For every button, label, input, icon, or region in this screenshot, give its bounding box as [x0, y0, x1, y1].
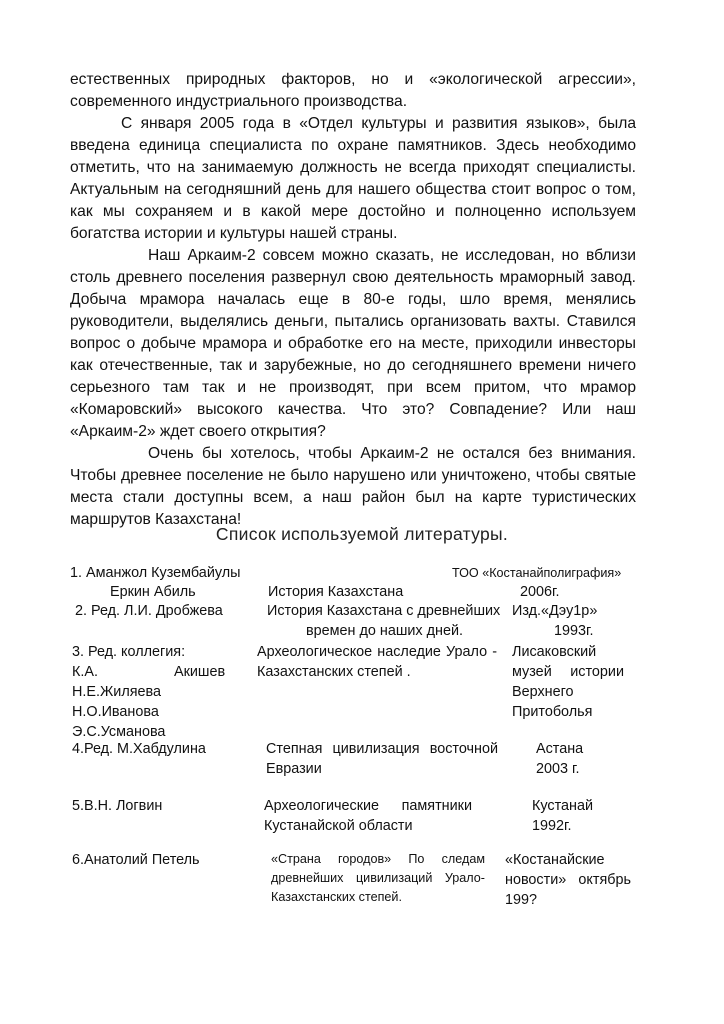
entry-6-title: «Страна городов» По следам древнейших цивилизаций Урало-Казахстанских степей.: [271, 852, 485, 904]
entry-5-author: 5.В.Н. Логвин: [72, 798, 163, 814]
entry-3-author-line4: Н.О.Иванова: [72, 704, 159, 720]
entry-4-publisher: Астана: [536, 741, 584, 757]
entry-6-author: 6.Анатолий Петель: [72, 852, 200, 868]
entry-3-publisher-history: истории: [570, 664, 624, 680]
entry-3-publisher-line2: [512, 662, 624, 682]
entry-3-initials: К.А.: [72, 664, 98, 680]
entry-6-publisher: «Костанайские новости» октябрь 199?: [505, 852, 631, 908]
entry-2-year: 1993г.: [554, 623, 594, 639]
entry-3-author-line3: Н.Е.Жиляева: [72, 684, 161, 700]
entry-1-title: История Казахстана: [268, 584, 404, 600]
body-text: [70, 69, 636, 531]
entry-2-title-line1: История Казахстана с древнейших: [267, 603, 501, 619]
entry-3-author-line5: Э.С.Усманова: [72, 724, 166, 740]
paragraph-3: Наш Аркаим-2 совсем можно сказать, не исследован, но вблизи столь древнего поселения развернул свою деятельность мраморный завод. Добыча мрамора началась еще в 80-е годы, шло время, менялись руководители, выделялись деньги, пытались организовать вахты. Ставился вопрос о добыче мрамора и обработке его на месте, приходили инвесторы как отечественные, так и зарубежные, но до сегодняшнего времени ничего серьезного там так и не производят, при всем притом, что мрамор «Комаровский» высокого качества. Что это? Совпадение? Или наш «Аркаим-2» ждет своего открытия?: [70, 247, 636, 440]
entry-3-author-line2: [72, 662, 248, 682]
entry-1-year: 2006г.: [520, 584, 560, 600]
paragraph-4: Очень бы хотелось, чтобы Аркаим-2 не остался без внимания. Чтобы древнее поселение не было нарушено или уничтожено, чтобы святые места стали доступны всем, а наш район был на карте туристических маршрутов Казахстана!: [70, 445, 636, 528]
entry-1-publisher: ТОО «Костанайполиграфия»: [452, 566, 622, 580]
entry-3-publisher-line1: Лисаковский: [512, 644, 597, 660]
entry-2-title-line2: времен до наших дней.: [306, 623, 464, 639]
entry-3-publisher-museum: музей: [512, 664, 552, 680]
paragraph-1: естественных природных факторов, но и «экологической агрессии», современного индустриального производства.: [70, 71, 636, 110]
entry-3-surname: Акишев: [174, 664, 226, 680]
entry-3-title: Археологическое наследие Урало - Казахстанских степей .: [257, 644, 497, 680]
literature-title: Список используемой литературы.: [215, 524, 509, 544]
entry-3-author-line1: 3. Ред. коллегия:: [72, 644, 186, 660]
entry-3-publisher-line4: Притоболья: [512, 704, 593, 720]
entry-5-year: 1992г.: [532, 818, 572, 834]
entry-4-year: 2003 г.: [536, 761, 580, 777]
entry-4-title: Степная цивилизация восточной Евразии: [266, 741, 498, 777]
entry-1-coauthor: Еркин Абиль: [110, 584, 196, 600]
entry-5-title: Археологические памятники Кустанайской области: [264, 798, 472, 834]
entry-2-publisher: Изд.«Дэу1р»: [512, 603, 598, 619]
entry-2-author: 2. Ред. Л.И. Дробжева: [75, 603, 223, 619]
entry-1-author: 1. Аманжол Кузембайулы: [70, 565, 241, 581]
entry-4-author: 4.Ред. М.Хабдулина: [72, 741, 206, 757]
entry-3-publisher-line3: Верхнего: [512, 684, 574, 700]
paragraph-2: С января 2005 года в «Отдел культуры и развития языков», была введена единица специалиста по охране памятников. Здесь необходимо отметить, что на занимаемую должность не всегда приходят специалисты. Актуальным на сегодняшний день для нашего общества стоит вопрос о том, как мы сохраняем и в какой мере достойно и полноценно используем богатства истории и культуры нашей страны.: [70, 115, 636, 242]
entry-5-publisher: Кустанай: [532, 798, 594, 814]
